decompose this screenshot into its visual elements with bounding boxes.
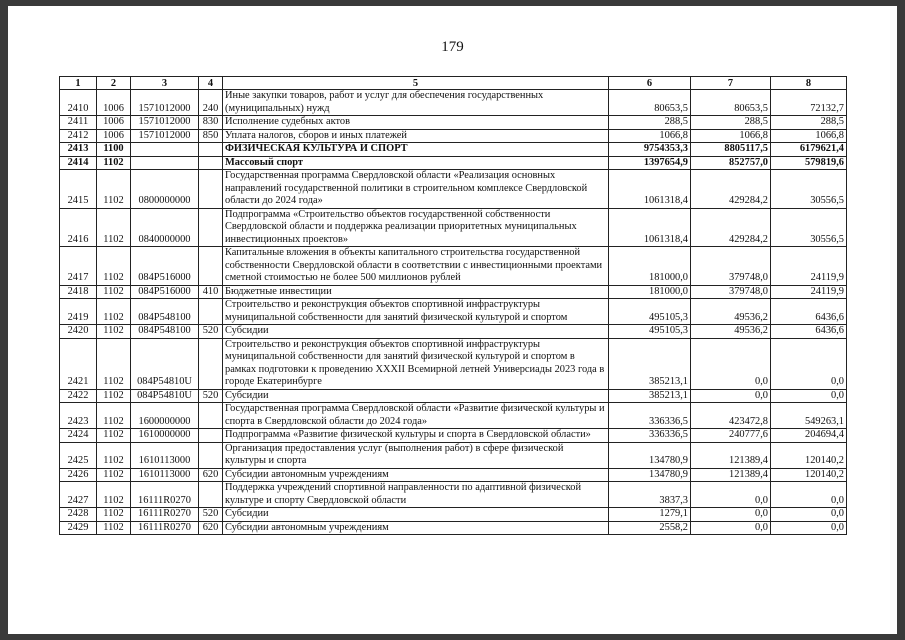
expense-type-code — [199, 442, 223, 468]
amount-col-8: 120140,2 — [771, 442, 847, 468]
amount-col-7: 240777,6 — [691, 429, 771, 443]
row-number: 2418 — [60, 285, 97, 299]
table-row — [60, 170, 847, 209]
item-name: Поддержка учреждений спортивной направленности по адаптивной физической культуре и спорту Свердловской области — [223, 482, 609, 508]
table-row — [60, 129, 847, 143]
amount-col-6: 495105,3 — [609, 299, 691, 325]
amount-col-7: 49536,2 — [691, 299, 771, 325]
row-number: 2411 — [60, 116, 97, 130]
target-code: 084P54810U — [131, 389, 199, 403]
target-code: 1571012000 — [131, 129, 199, 143]
item-name: Строительство и реконструкция объектов спортивной инфраструктуры муниципальной собственности для занятий физической культурой и спортом — [223, 299, 609, 325]
amount-col-8: 6436,6 — [771, 299, 847, 325]
amount-col-6: 134780,9 — [609, 442, 691, 468]
table-row — [60, 247, 847, 286]
row-number: 2412 — [60, 129, 97, 143]
amount-col-8: 204694,4 — [771, 429, 847, 443]
amount-col-6: 2558,2 — [609, 521, 691, 535]
header-col-8: 8 — [771, 77, 847, 90]
expense-type-code — [199, 170, 223, 209]
amount-col-7: 0,0 — [691, 521, 771, 535]
amount-col-7: 121389,4 — [691, 468, 771, 482]
amount-col-7: 423472,8 — [691, 403, 771, 429]
table-row — [60, 338, 847, 389]
amount-col-6: 181000,0 — [609, 247, 691, 286]
expense-type-code — [199, 299, 223, 325]
section-code: 1102 — [97, 468, 131, 482]
amount-col-7: 0,0 — [691, 482, 771, 508]
expense-type-code: 520 — [199, 325, 223, 339]
table-row — [60, 521, 847, 535]
target-code: 16111R0270 — [131, 521, 199, 535]
table-row — [60, 508, 847, 522]
document-page — [8, 6, 897, 634]
row-number: 2427 — [60, 482, 97, 508]
amount-col-7: 288,5 — [691, 116, 771, 130]
row-number: 2421 — [60, 338, 97, 389]
expense-type-code — [199, 208, 223, 247]
amount-col-6: 1066,8 — [609, 129, 691, 143]
section-code: 1102 — [97, 170, 131, 209]
target-code: 1610113000 — [131, 442, 199, 468]
row-number: 2426 — [60, 468, 97, 482]
expense-type-code: 620 — [199, 521, 223, 535]
row-number: 2419 — [60, 299, 97, 325]
target-code: 084P548100 — [131, 299, 199, 325]
table-row — [60, 116, 847, 130]
item-name: Субсидии автономным учреждениям — [223, 521, 609, 535]
row-number: 2414 — [60, 156, 97, 170]
row-number: 2413 — [60, 143, 97, 157]
target-code: 16111R0270 — [131, 508, 199, 522]
item-name: Строительство и реконструкция объектов спортивной инфраструктуры муниципальной собственности для занятий физической культурой и спортом в рамках подготовки к проведению XXXII Всемирной летней Универсиады 2023 года в городе Екатеринбурге — [223, 338, 609, 389]
item-name: ФИЗИЧЕСКАЯ КУЛЬТУРА И СПОРТ — [223, 143, 609, 157]
amount-col-6: 9754353,3 — [609, 143, 691, 157]
section-code: 1102 — [97, 285, 131, 299]
amount-col-7: 8805117,5 — [691, 143, 771, 157]
item-name: Массовый спорт — [223, 156, 609, 170]
expense-type-code: 620 — [199, 468, 223, 482]
section-code: 1102 — [97, 429, 131, 443]
table-row — [60, 389, 847, 403]
target-code: 1610113000 — [131, 468, 199, 482]
section-code: 1102 — [97, 389, 131, 403]
amount-col-7: 429284,2 — [691, 170, 771, 209]
row-number: 2429 — [60, 521, 97, 535]
section-code: 1102 — [97, 208, 131, 247]
target-code: 1600000000 — [131, 403, 199, 429]
amount-col-6: 1061318,4 — [609, 170, 691, 209]
target-code: 084P516000 — [131, 285, 199, 299]
amount-col-6: 385213,1 — [609, 338, 691, 389]
table-header — [60, 77, 847, 90]
header-col-6: 6 — [609, 77, 691, 90]
section-code: 1006 — [97, 90, 131, 116]
row-number: 2410 — [60, 90, 97, 116]
row-number: 2428 — [60, 508, 97, 522]
target-code: 0840000000 — [131, 208, 199, 247]
item-name: Государственная программа Свердловской области «Реализация основных направлений государственной политики в строительном комплексе Свердловской области до 2024 года» — [223, 170, 609, 209]
amount-col-8: 579819,6 — [771, 156, 847, 170]
amount-col-8: 549263,1 — [771, 403, 847, 429]
amount-col-6: 288,5 — [609, 116, 691, 130]
row-number: 2423 — [60, 403, 97, 429]
table-row — [60, 285, 847, 299]
budget-table — [59, 76, 847, 535]
table-row — [60, 208, 847, 247]
amount-col-6: 336336,5 — [609, 403, 691, 429]
amount-col-6: 385213,1 — [609, 389, 691, 403]
amount-col-6: 1279,1 — [609, 508, 691, 522]
expense-type-code: 830 — [199, 116, 223, 130]
table-row — [60, 325, 847, 339]
expense-type-code — [199, 247, 223, 286]
section-code: 1102 — [97, 442, 131, 468]
header-col-4: 4 — [199, 77, 223, 90]
amount-col-6: 1397654,9 — [609, 156, 691, 170]
section-code: 1102 — [97, 403, 131, 429]
amount-col-7: 49536,2 — [691, 325, 771, 339]
target-code: 084P548100 — [131, 325, 199, 339]
amount-col-8: 120140,2 — [771, 468, 847, 482]
amount-col-6: 134780,9 — [609, 468, 691, 482]
target-code: 084P516000 — [131, 247, 199, 286]
amount-col-7: 0,0 — [691, 338, 771, 389]
row-number: 2415 — [60, 170, 97, 209]
row-number: 2425 — [60, 442, 97, 468]
section-code: 1102 — [97, 325, 131, 339]
target-code: 0800000000 — [131, 170, 199, 209]
amount-col-8: 6436,6 — [771, 325, 847, 339]
row-number: 2424 — [60, 429, 97, 443]
item-name: Подпрограмма «Развитие физической культуры и спорта в Свердловской области» — [223, 429, 609, 443]
amount-col-7: 0,0 — [691, 508, 771, 522]
section-code: 1102 — [97, 521, 131, 535]
expense-type-code: 410 — [199, 285, 223, 299]
amount-col-6: 80653,5 — [609, 90, 691, 116]
header-col-7: 7 — [691, 77, 771, 90]
expense-type-code — [199, 156, 223, 170]
amount-col-7: 1066,8 — [691, 129, 771, 143]
expense-type-code — [199, 143, 223, 157]
expense-type-code — [199, 429, 223, 443]
section-code: 1102 — [97, 299, 131, 325]
table-body — [60, 90, 847, 535]
section-code: 1102 — [97, 247, 131, 286]
item-name: Субсидии — [223, 389, 609, 403]
amount-col-8: 288,5 — [771, 116, 847, 130]
expense-type-code: 240 — [199, 90, 223, 116]
item-name: Субсидии — [223, 508, 609, 522]
header-col-5: 5 — [223, 77, 609, 90]
section-code: 1102 — [97, 482, 131, 508]
amount-col-8: 0,0 — [771, 389, 847, 403]
amount-col-7: 0,0 — [691, 389, 771, 403]
table-row — [60, 143, 847, 157]
section-code: 1006 — [97, 116, 131, 130]
section-code: 1102 — [97, 156, 131, 170]
item-name: Бюджетные инвестиции — [223, 285, 609, 299]
table-row — [60, 403, 847, 429]
amount-col-8: 30556,5 — [771, 170, 847, 209]
section-code: 1100 — [97, 143, 131, 157]
target-code: 1571012000 — [131, 90, 199, 116]
amount-col-6: 336336,5 — [609, 429, 691, 443]
item-name: Капитальные вложения в объекты капитального строительства государственной собственности Свердловской области в соответствии с инвестиционными проектами сметной стоимостью не более 500 миллионов рублей — [223, 247, 609, 286]
row-number: 2417 — [60, 247, 97, 286]
expense-type-code — [199, 403, 223, 429]
target-code: 16111R0270 — [131, 482, 199, 508]
amount-col-7: 80653,5 — [691, 90, 771, 116]
amount-col-7: 121389,4 — [691, 442, 771, 468]
amount-col-8: 0,0 — [771, 482, 847, 508]
amount-col-8: 72132,7 — [771, 90, 847, 116]
expense-type-code — [199, 338, 223, 389]
item-name: Уплата налогов, сборов и иных платежей — [223, 129, 609, 143]
expense-type-code — [199, 482, 223, 508]
amount-col-6: 1061318,4 — [609, 208, 691, 247]
item-name: Субсидии автономным учреждениям — [223, 468, 609, 482]
amount-col-8: 0,0 — [771, 338, 847, 389]
target-code — [131, 156, 199, 170]
amount-col-8: 24119,9 — [771, 247, 847, 286]
expense-type-code: 850 — [199, 129, 223, 143]
table-row — [60, 429, 847, 443]
row-number: 2416 — [60, 208, 97, 247]
item-name: Государственная программа Свердловской области «Развитие физической культуры и спорта в Свердловской области до 2024 года» — [223, 403, 609, 429]
section-code: 1006 — [97, 129, 131, 143]
table-row — [60, 156, 847, 170]
amount-col-6: 3837,3 — [609, 482, 691, 508]
table-row — [60, 468, 847, 482]
row-number: 2422 — [60, 389, 97, 403]
target-code: 1571012000 — [131, 116, 199, 130]
target-code: 084P54810U — [131, 338, 199, 389]
amount-col-8: 6179621,4 — [771, 143, 847, 157]
table-row — [60, 482, 847, 508]
amount-col-8: 1066,8 — [771, 129, 847, 143]
amount-col-7: 379748,0 — [691, 285, 771, 299]
header-col-1: 1 — [60, 77, 97, 90]
amount-col-7: 429284,2 — [691, 208, 771, 247]
expense-type-code: 520 — [199, 508, 223, 522]
table-row — [60, 90, 847, 116]
expense-type-code: 520 — [199, 389, 223, 403]
row-number: 2420 — [60, 325, 97, 339]
item-name: Исполнение судебных актов — [223, 116, 609, 130]
item-name: Подпрограмма «Строительство объектов государственной собственности Свердловской области и поддержка реализации приоритетных муниципальных инвестиционных проектов» — [223, 208, 609, 247]
amount-col-7: 852757,0 — [691, 156, 771, 170]
amount-col-8: 0,0 — [771, 508, 847, 522]
amount-col-6: 181000,0 — [609, 285, 691, 299]
item-name: Организация предоставления услуг (выполнения работ) в сфере физической культуры и спорта — [223, 442, 609, 468]
amount-col-6: 495105,3 — [609, 325, 691, 339]
item-name: Иные закупки товаров, работ и услуг для обеспечения государственных (муниципальных) нужд — [223, 90, 609, 116]
amount-col-8: 0,0 — [771, 521, 847, 535]
section-code: 1102 — [97, 508, 131, 522]
table-row — [60, 299, 847, 325]
target-code — [131, 143, 199, 157]
target-code: 1610000000 — [131, 429, 199, 443]
table-row — [60, 442, 847, 468]
amount-col-7: 379748,0 — [691, 247, 771, 286]
section-code: 1102 — [97, 338, 131, 389]
header-row — [60, 77, 847, 90]
amount-col-8: 24119,9 — [771, 285, 847, 299]
amount-col-8: 30556,5 — [771, 208, 847, 247]
header-col-3: 3 — [131, 77, 199, 90]
page-number: 179 — [441, 39, 464, 55]
item-name: Субсидии — [223, 325, 609, 339]
header-col-2: 2 — [97, 77, 131, 90]
